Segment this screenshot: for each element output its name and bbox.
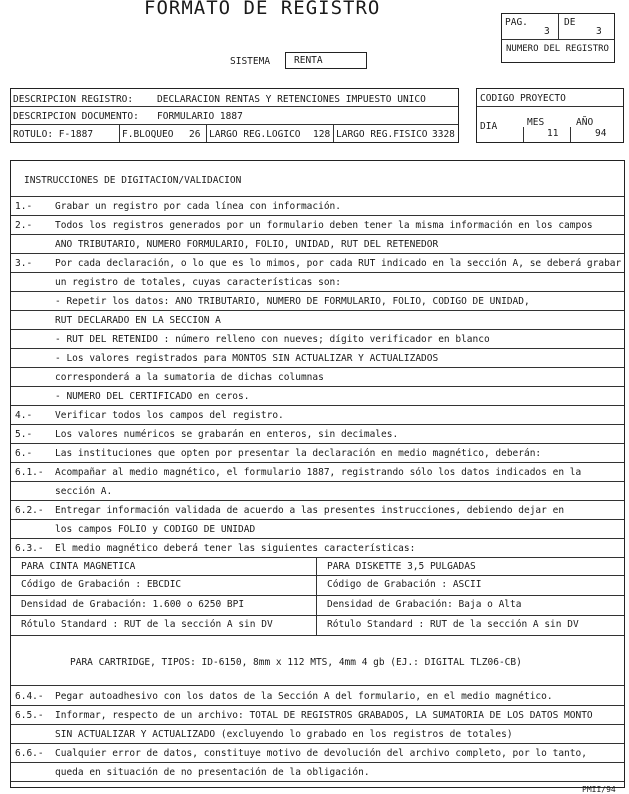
instruction-number: 6.6.- <box>15 748 44 759</box>
codigo-proyecto-box <box>476 88 624 143</box>
instruction-row <box>11 406 624 425</box>
instruction-text: Verificar todos los campos del registro. <box>55 410 284 421</box>
instruction-number: 1.- <box>15 201 33 212</box>
diskette-densidad: Densidad de Grabación: Baja o Alta <box>327 599 522 610</box>
instruction-number: 6.- <box>15 448 33 459</box>
mes-value: 11 <box>547 128 559 139</box>
cartridge-line: PARA CARTRIDGE, TIPOS: ID-6150, 8mm x 112 MTS, 4mm 4 gb (EJ.: DIGITAL TLZ06-CB) <box>70 657 522 668</box>
fbloqueo-value: 26 <box>189 129 201 140</box>
instruction-row <box>11 482 624 501</box>
instruction-row <box>11 725 624 744</box>
largo-fisico-value: 3328 <box>432 129 455 140</box>
instruction-row <box>11 197 624 216</box>
instruction-text: sección A. <box>55 486 113 497</box>
instruction-row <box>11 387 624 406</box>
instruction-row <box>11 763 624 782</box>
instruction-text: Las instituciones que opten por presentar la declaración en medio magnético, deberán: <box>55 448 542 459</box>
descripcion-documento-label: DESCRIPCION DOCUMENTO: <box>13 111 139 122</box>
descripcion-documento-value: FORMULARIO 1887 <box>157 111 243 122</box>
largo-logico-value: 128 <box>313 129 331 140</box>
footer-code: PMII/94 <box>582 785 616 794</box>
page-title: FORMATO DE REGISTRO <box>144 0 381 19</box>
instruction-row <box>11 501 624 520</box>
instruction-text: SIN ACTUALIZAR Y ACTUALIZADO (excluyendo lo grabado en los registros de totales) <box>55 729 513 740</box>
instruction-text: los campos FOLIO y CODIGO DE UNIDAD <box>55 524 256 535</box>
instruction-text: - NUMERO DEL CERTIFICADO en ceros. <box>55 391 250 402</box>
instruction-number: 6.4.- <box>15 691 44 702</box>
instruction-row <box>11 520 624 539</box>
cinta-densidad: Densidad de Grabación: 1.600 o 6250 BPI <box>21 599 245 610</box>
instruction-text: Informar, respecto de un archivo: TOTAL DE REGISTROS GRABADOS, LA SUMATORIA DE LOS DATOS MONTO <box>55 710 593 721</box>
instruction-row <box>11 330 624 349</box>
cinta-codigo: Código de Grabación : EBCDIC <box>21 579 182 590</box>
descripcion-registro-label: DESCRIPCION REGISTRO: <box>13 94 134 105</box>
diskette-title: PARA DISKETTE 3,5 PULGADAS <box>327 561 476 572</box>
de-value: 3 <box>596 26 602 37</box>
instructions-heading: INSTRUCCIONES DE DIGITACION/VALIDACION <box>24 175 242 186</box>
instruction-row <box>11 254 624 273</box>
instruction-row <box>11 463 624 482</box>
instruction-number: 4.- <box>15 410 33 421</box>
instruction-text: - RUT DEL RETENIDO : número relleno con nueves; dígito verificador en blanco <box>55 334 490 345</box>
cinta-rotulo: Rótulo Standard : RUT de la sección A sin DV <box>21 619 273 630</box>
instruction-text: Acompañar al medio magnético, el formulario 1887, registrando sólo los datos indicados en la <box>55 467 582 478</box>
cinta-title: PARA CINTA MAGNETICA <box>21 561 136 572</box>
mes-label: MES <box>527 117 545 128</box>
descripcion-registro-value: DECLARACION RENTAS Y RETENCIONES IMPUESTO UNICO <box>157 94 426 105</box>
instruction-text: RUT DECLARADO EN LA SECCION A <box>55 315 221 326</box>
page-number-box <box>501 13 615 63</box>
instruction-row <box>11 216 624 235</box>
fbloqueo-label: F.BLOQUEO <box>122 129 174 140</box>
instruction-row <box>11 368 624 387</box>
instruction-text: Todos los registros generados por un formulario deben tener la misma información en los campos <box>55 220 593 231</box>
instruction-text: - Los valores registrados para MONTOS SIN ACTUALIZAR Y ACTUALIZADOS <box>55 353 439 364</box>
rotulo: ROTULO: F-1887 <box>13 129 94 140</box>
dia-label: DIA <box>480 121 498 132</box>
instruction-text: Los valores numéricos se grabarán en enteros, sin decimales. <box>55 429 399 440</box>
instruction-row <box>11 444 624 463</box>
instruction-number: 6.5.- <box>15 710 44 721</box>
diskette-rotulo: Rótulo Standard : RUT de la sección A sin DV <box>327 619 579 630</box>
sistema-field <box>285 52 367 69</box>
instruction-number: 3.- <box>15 258 33 269</box>
codigo-proyecto-label: CODIGO PROYECTO <box>480 93 566 104</box>
instruction-row <box>11 706 624 725</box>
sistema-value: RENTA <box>294 55 323 66</box>
ano-label: AÑO <box>576 117 594 128</box>
instruction-row <box>11 292 624 311</box>
media-section <box>11 557 624 637</box>
instruction-text: Cualquier error de datos, constituye motivo de devolución del archivo completo, por lo tanto, <box>55 748 587 759</box>
instruction-number: 6.1.- <box>15 467 44 478</box>
largo-fisico-label: LARGO REG.FISICO <box>336 129 428 140</box>
pag-label: PAG. <box>505 17 528 28</box>
instruction-text: queda en situación de no presentación de la obligación. <box>55 767 370 778</box>
instruction-row <box>11 687 624 706</box>
instruction-text: AÑO TRIBUTARIO, NUMERO FORMULARIO, FOLIO, UNIDAD, RUT DEL RETENEDOR <box>55 239 439 250</box>
instruction-row <box>11 273 624 292</box>
instruction-number: 2.- <box>15 220 33 231</box>
instruction-text: El medio magnético deberá tener las siguientes características: <box>55 543 416 554</box>
instruction-text: Por cada declaración, o lo que es lo mimos, por cada RUT indicado en la sección A, se deberá grabar <box>55 258 622 269</box>
ano-value: 94 <box>595 128 607 139</box>
instruction-row <box>11 311 624 330</box>
descripcion-box <box>10 88 459 143</box>
instruction-row <box>11 235 624 254</box>
diskette-codigo: Código de Grabación : ASCII <box>327 579 482 590</box>
instruction-row <box>11 425 624 444</box>
numero-registro-label: NUMERO DEL REGISTRO <box>506 44 609 54</box>
instruction-row <box>11 539 624 558</box>
instruction-text: Entregar información validada de acuerdo a las presentes instrucciones, debiendo dejar en <box>55 505 565 516</box>
de-label: DE <box>564 17 576 28</box>
largo-logico-label: LARGO REG.LOGICO <box>209 129 301 140</box>
instruction-text: un registro de totales, cuyas características son: <box>55 277 341 288</box>
pag-value: 3 <box>544 26 550 37</box>
instruction-number: 6.2.- <box>15 505 44 516</box>
instruction-number: 5.- <box>15 429 33 440</box>
sistema-label: SISTEMA <box>230 56 271 67</box>
instruction-text: corresponderá a la sumatoria de dichas columnas <box>55 372 324 383</box>
instruction-row <box>11 349 624 368</box>
instruction-text: Grabar un registro por cada línea con información. <box>55 201 341 212</box>
instruction-row <box>11 744 624 763</box>
instruction-text: Pegar autoadhesivo con los datos de la Sección A del formulario, en el medio magnético. <box>55 691 553 702</box>
instruction-number: 6.3.- <box>15 543 44 554</box>
instruction-text: - Repetir los datos: AÑO TRIBUTARIO, NUMERO DE FORMULARIO, FOLIO, CODIGO DE UNIDAD, <box>55 296 530 307</box>
